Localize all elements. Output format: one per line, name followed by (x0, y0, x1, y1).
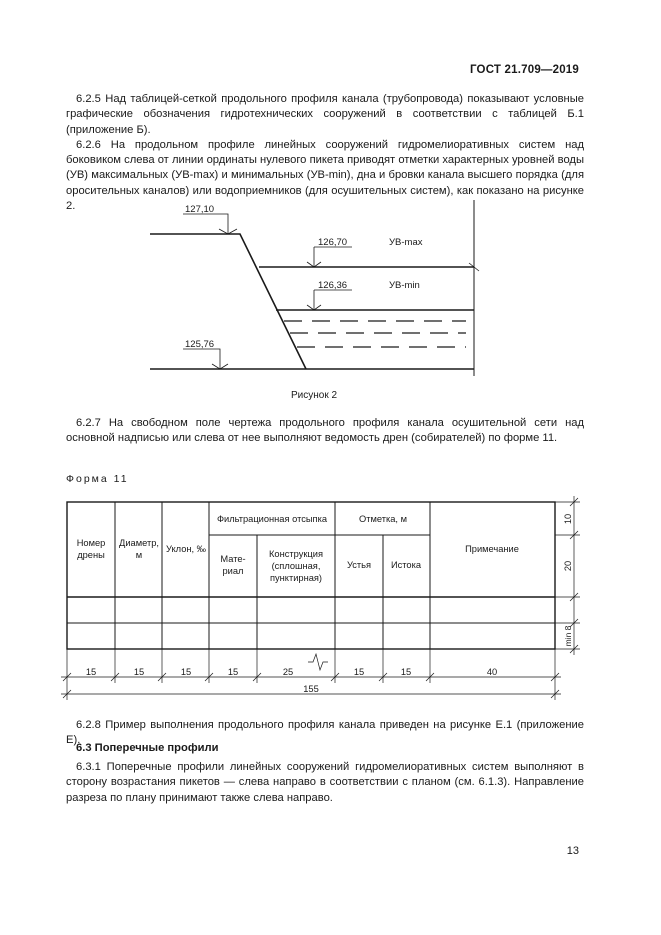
width-col-4: 15 (227, 667, 239, 677)
width-col-3: 15 (180, 667, 192, 677)
header-material-line2: риал (222, 566, 244, 576)
width-col-5: 25 (282, 667, 294, 677)
paragraph-6-2-6: 6.2.6 На продольном профиле линейных сооружений гидромелиоративных систем над боковиком слева от линии ординаты нулевого пикета приводят отметки характерных уровней воды (УВ) максимальных (УВ-max) и минимальных (УВ-min), дна и бровки канала высшего порядка (для оросительных каналов) или водоприемников (для осушительных систем), как показано на рисунке 2. (66, 138, 584, 213)
header-mouth: Устья (346, 560, 372, 570)
label-min: УВ-min (389, 280, 420, 291)
mark-min: 126,36 (318, 280, 348, 291)
page-number: 13 (566, 845, 579, 857)
width-col-7: 15 (400, 667, 412, 677)
mark-top: 127,10 (185, 204, 215, 215)
header-number-line2: дрены (77, 550, 105, 560)
label-max: УВ-max (389, 237, 423, 248)
mark-bottom: 125,76 (185, 339, 215, 350)
section-title: 6.3 Поперечные профили (76, 742, 219, 754)
header-material-line1: Мате- (220, 554, 246, 564)
paragraph-6-3-1-wrap (66, 760, 584, 806)
header-diameter-line1: Диаметр, (119, 538, 159, 548)
width-col-8: 40 (486, 667, 498, 677)
header-source: Истока (390, 560, 422, 570)
header-note: Примечание (465, 544, 519, 554)
header-filter-group: Фильтрационная отсыпка (216, 514, 328, 524)
height-row-2: 20 (563, 560, 573, 572)
header-construction-line3: пунктирная) (269, 573, 323, 583)
header-construction-line2: (сплошная, (271, 561, 321, 571)
height-row-1: 10 (563, 513, 573, 525)
header-number-line1: Номер (76, 538, 106, 548)
width-col-6: 15 (353, 667, 365, 677)
paragraph-6-2-5: 6.2.5 Над таблицей-сеткой продольного профиля канала (трубопровода) показывают условные графические обозначения гидротехнических сооружений в соответствии с таблицей Б.1 (приложение Б). (66, 93, 584, 136)
paragraph-6-2-7: 6.2.7 На свободном поле чертежа продольного профиля канала осушительной сети над основной надписью или слева от нее выполняют ведомость дрен (собирателей) по форме 11. (66, 417, 584, 445)
form-title: Форма 11 (66, 473, 129, 485)
width-col-1: 15 (85, 667, 97, 677)
height-row-3: min 8 (563, 625, 573, 647)
paragraph-6-2-8: 6.2.8 Пример выполнения продольного профиля канала приведен на рисунке Е.1 (приложение Е). (66, 719, 584, 747)
paragraph-6-3-1: 6.3.1 Поперечные профили линейных сооружений гидромелиоративных систем выполняют в сторону возрастания пикетов — слева направо в соответствии с планом (см. 6.1.3). Направление разреза по плану принимают также слева направо. (66, 761, 584, 804)
header-construction-line1: Конструкция (269, 549, 323, 559)
break-mark (308, 654, 328, 670)
mark-max: 126,70 (318, 237, 348, 248)
header-slope: Уклон, ‰ (166, 544, 206, 554)
width-total: 155 (303, 684, 319, 694)
width-col-2: 15 (133, 667, 145, 677)
header-mark-group: Отметка, м (358, 514, 408, 524)
document-code: ГОСТ 21.709—2019 (469, 64, 579, 76)
figure-2-caption: Рисунок 2 (291, 390, 338, 401)
header-diameter-line2: м (135, 550, 143, 560)
